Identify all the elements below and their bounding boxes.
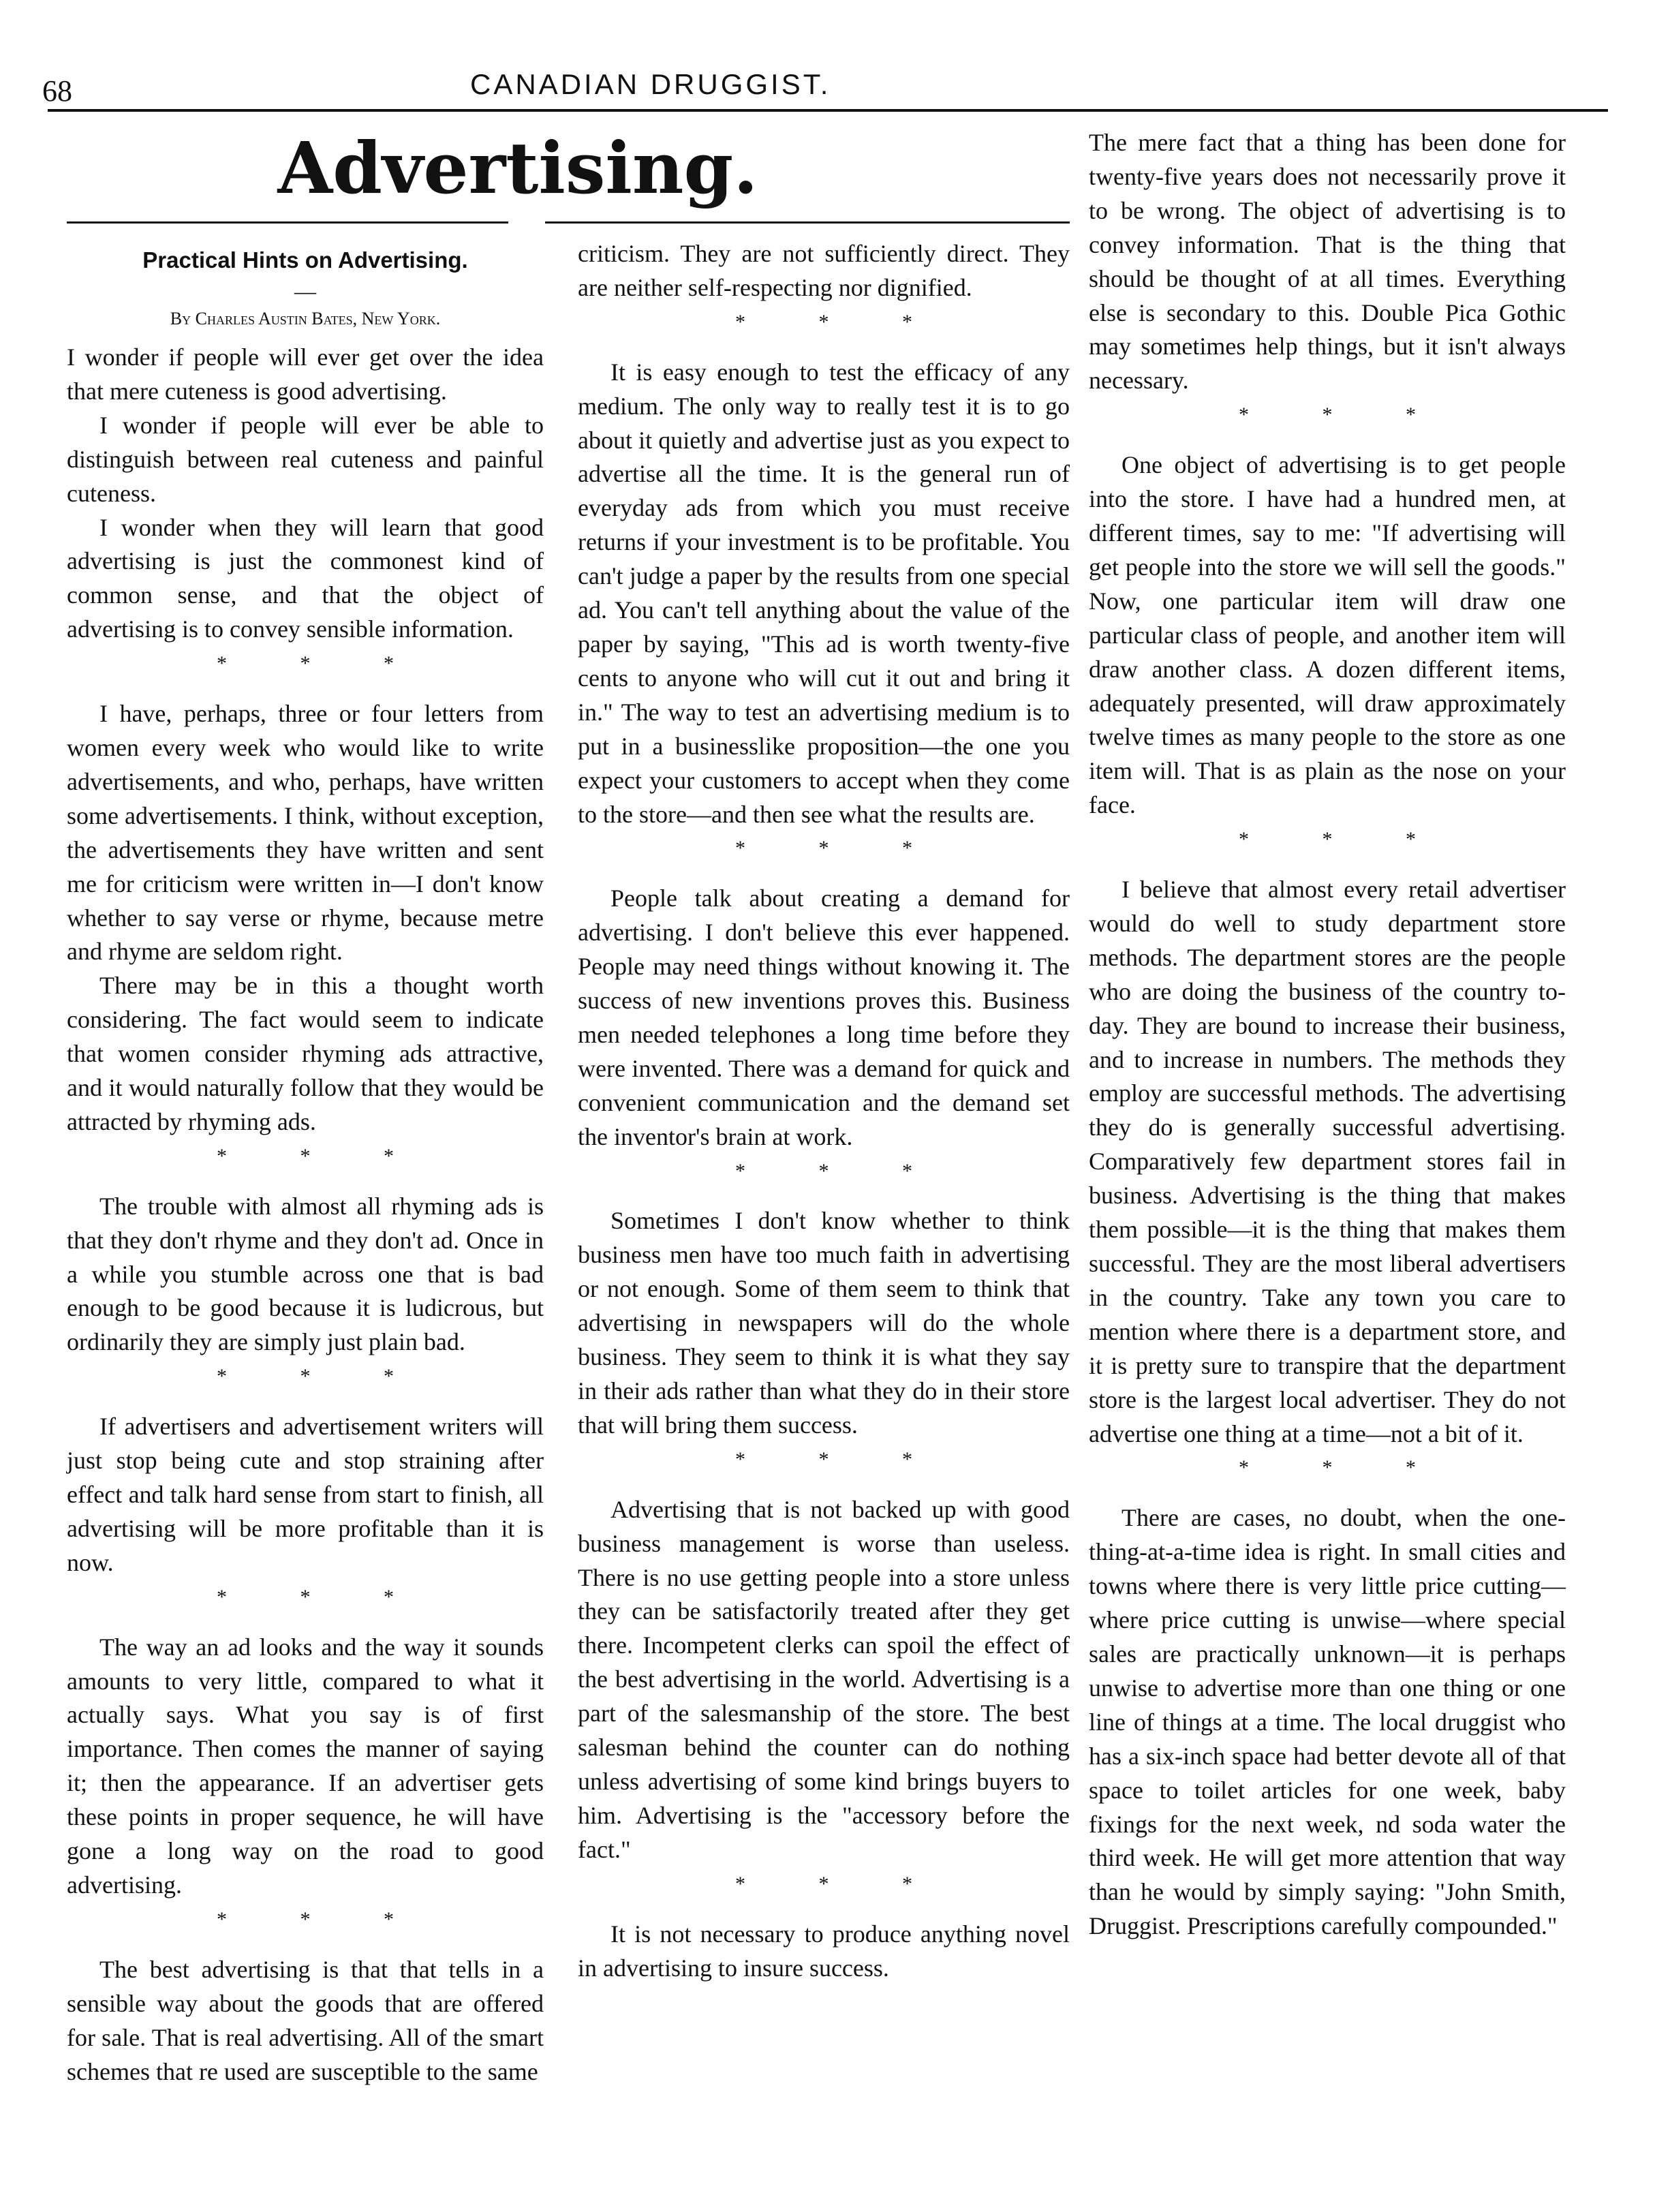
running-head: CANADIAN DRUGGIST.: [470, 68, 831, 100]
paragraph: There are cases, no doubt, when the one-thing-at-a-time idea is right. In small cities and towns where there is very little price cutting—where price cutting is unwise—where special sales are practically unknown—it is perhaps unwise to advertise more than one thing or one line of things at a time. The local druggist who has a six-inch space had better devote all of that space to toilet articles for one week, baby fixings for the next week, nd soda water the third week. He will get more attention that way than he would by simply saying: "John Smith, Druggist. Prescriptions carefully compounded.": [1089, 1504, 1566, 1940]
column-1: [67, 237, 544, 2089]
paragraph: I have, perhaps, three or four letters from women every week who would like to write advertisements, and who, perhaps, have written some advertisements. I think, without exception, the advertisements they have written and sent me for criticism were written in—I don't know whether to say verse or rhyme, because metre and rhyme are seldom right.: [67, 700, 544, 966]
section-divider: * * *: [735, 1447, 946, 1471]
paragraph: I wonder when they will learn that good advertising is just the commonest kind of common sense, and that the object of advertising is to convey sensible information.: [67, 513, 544, 643]
section-divider: * * *: [1239, 403, 1450, 427]
column-3: [1089, 126, 1566, 1944]
page-number: 68: [42, 74, 72, 108]
paragraph: The best advertising is that that tells in a sensible way about the goods that are offered for sale. That is real advertising. All of the smart schemes that re used are susceptible to the same: [67, 1955, 544, 2085]
subhead-dash: —: [294, 279, 316, 303]
section-divider: * * *: [217, 652, 428, 675]
byline: By Charles Austin Bates, New York.: [170, 309, 441, 328]
section-divider: * * *: [735, 837, 946, 860]
paragraph: criticism. They are not sufficiently direct. They are neither self-respecting nor dignified.: [578, 240, 1070, 301]
section-divider: * * *: [735, 1159, 946, 1182]
paragraph: The trouble with almost all rhyming ads is that they don't rhyme and they don't ad. Once in a while you stumble across one that is bad enough to be good because it is ludicrous, but ordinarily they are simply just plain bad.: [67, 1192, 544, 1356]
section-divider: * * *: [1239, 1456, 1450, 1479]
paragraph: People talk about creating a demand for advertising. I don't believe this ever happened. People may need things without knowing it. The success of new inventions proves this. Business men needed telephones a long time before they were invented. There was a demand for quick and convenient communication and the demand set the inventor's brain at work.: [578, 885, 1070, 1150]
page-title: Advertising.: [277, 126, 758, 210]
title-rule-middle: [545, 221, 1070, 224]
article-subhead: Practical Hints on Advertising.: [142, 247, 468, 273]
header-rule: [48, 109, 1608, 112]
section-divider: * * *: [1239, 828, 1450, 851]
section-divider: * * *: [217, 1585, 428, 1608]
section-divider: * * *: [735, 1872, 946, 1895]
paragraph: The mere fact that a thing has been done for twenty-five years does not necessarily prove it to be wrong. The object of advertising is to convey information. That is the thing that should be thought of at all times. Everything else is secondary to this. Double Pica Gothic may sometimes help things, but it isn't always necessary.: [1089, 129, 1566, 395]
paragraph: If advertisers and advertisement writers will just stop being cute and stop straining after effect and talk hard sense from start to finish, all advertising will be more profitable than it is now.: [67, 1413, 544, 1576]
section-divider: * * *: [217, 1144, 428, 1167]
column-2: [578, 237, 1070, 1985]
paragraph: It is not necessary to produce anything novel in advertising to insure success.: [578, 1920, 1070, 1982]
paragraph: Sometimes I don't know whether to think business men have too much faith in advertising or not enough. Some of them seem to think that advertising in newspapers will do the whole business. They seem to think it is what they say in their ads rather than what they do in their store that will bring them success.: [578, 1207, 1070, 1439]
paragraph: One object of advertising is to get people into the store. I have had a hundred men, at different times, say to me: "If advertising will get people into the store we will sell the goods." Now, one particular item will draw one particular class of people, and another item will draw another class. A dozen different items, adequately presented, will draw approximately twelve times as many people to the store as one item will. That is as plain as the nose on your face.: [1089, 451, 1566, 819]
paragraph: I wonder if people will ever be able to distinguish between real cuteness and painful cuteness.: [67, 411, 544, 507]
paragraph: Advertising that is not backed up with good business management is worse than useless. There is no use getting people into a store unless they can be satisfactorily treated after they get there. Incompetent clerks can spoil the effect of the best advertising in the world. Advertising is a part of the salesmanship of the store. The best salesman behind the counter can do nothing unless advertising of some kind brings buyers to him. Advertising is the "accessory before the fact.": [578, 1495, 1070, 1863]
paragraph: I believe that almost every retail advertiser would do well to study department store methods. The department stores are the people who are doing the business of the country to-day. They are bound to increase their business, and to increase in numbers. The methods they employ are successful methods. The advertising they do is generally successful advertising. Comparatively few department stores fail in business. Advertising is the thing that makes them possible—it is the thing that makes them successful. They are the most liberal advertisers in the country. Take any town you care to mention where there is a department store, and it is pretty sure to transpire that the department store is the largest local advertiser. They do not advertise one thing at a time—not a bit of it.: [1089, 876, 1566, 1447]
section-divider: * * *: [217, 1907, 428, 1931]
paragraph: I wonder if people will ever get over the idea that mere cuteness is good advertising.: [67, 343, 544, 405]
paragraph: It is easy enough to test the efficacy of any medium. The only way to really test it is to go about it quietly and advertise just as you expect to advertise all the time. It is the general run of everyday ads from which you must receive returns if your investment is to be profitable. You can't judge a paper by the results from one special ad. You can't tell anything about the value of the paper by saying, "This ad is worth twenty-five cents to anyone who will cut it out and bring it in." The way to test an advertising medium is to put in a businesslike proposition—the one you expect your customers to accept when they come to the store—and then see what the results are.: [578, 358, 1070, 828]
paragraph: The way an ad looks and the way it sounds amounts to very little, compared to what it actually says. What you say is of first importance. Then comes the manner of saying it; then the appearance. If an advertiser gets these points in proper sequence, he will have gone a long way on the road to good advertising.: [67, 1633, 544, 1899]
paragraph: There may be in this a thought worth considering. The fact would seem to indicate that women consider rhyming ads attractive, and it would naturally follow that they would be attracted by rhyming ads.: [67, 972, 544, 1135]
section-divider: * * *: [217, 1365, 428, 1388]
title-rule-left: [67, 221, 508, 224]
section-divider: * * *: [735, 310, 946, 333]
